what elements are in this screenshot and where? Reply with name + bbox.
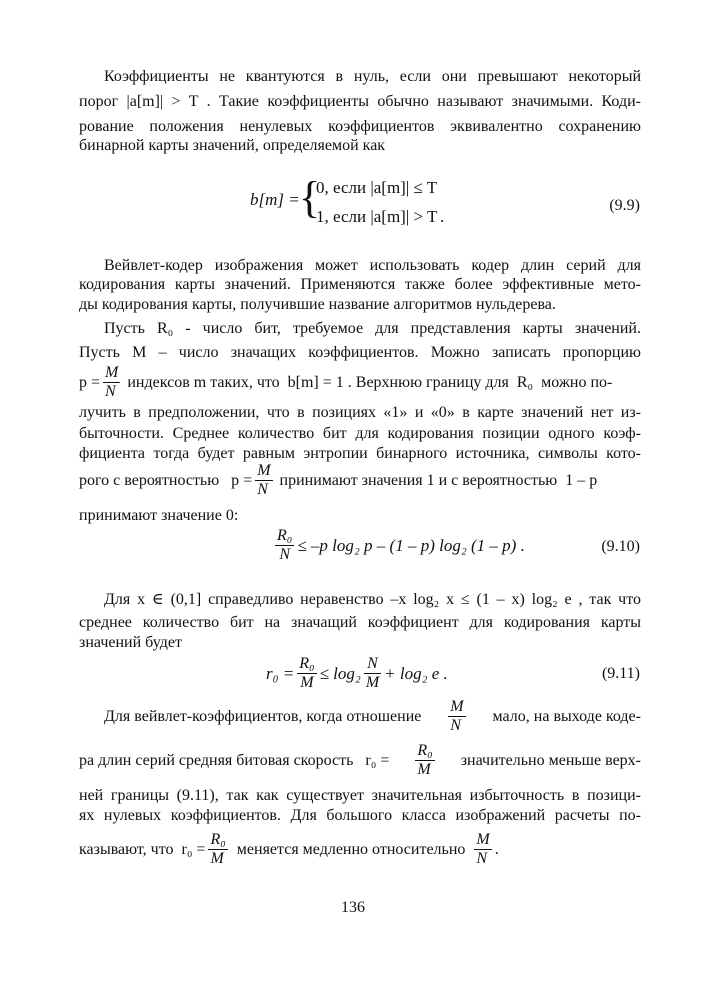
equation-9-10 — [272, 527, 525, 564]
fraction — [415, 742, 434, 779]
fraction-numerator: N — [364, 655, 381, 674]
fraction-numerator: R₀ — [417, 742, 433, 759]
fraction-numerator: M — [105, 364, 119, 381]
inline-text: ра длин серий средняя битовая скорость r₀ = — [79, 751, 390, 769]
text-line: ней границы (9.11), так как существует значительная избыточность в позици- — [79, 787, 641, 804]
text-line-with-fraction — [104, 698, 641, 735]
text-line-with-fraction — [79, 831, 641, 868]
text-line: среднее количество бит на значащий коэффициент для кодирования карты — [79, 614, 641, 631]
eq-tail: + log₂ e . — [384, 663, 448, 683]
text-line: ях нулевых коэффициентов. Для большого класса изображений расчеты по- — [79, 807, 641, 824]
inline-text: . — [494, 840, 499, 858]
eq-lhs: b[m] = — [250, 190, 300, 209]
fraction — [297, 655, 316, 692]
inline-text: казывают, что r₀ = — [79, 840, 206, 858]
text-line: значений будет — [79, 634, 182, 651]
eq-mid: ≤ log₂ — [319, 663, 361, 683]
inline-text: принимают значения 1 и с вероятностью 1 – p — [275, 471, 598, 489]
fraction-numerator: R₀ — [277, 527, 293, 544]
text-line: Вейвлет-кодер изображения может использовать кодер длин серий для — [104, 257, 641, 274]
fraction-denominator: N — [476, 850, 488, 867]
fraction — [448, 698, 465, 735]
text-line-with-fraction — [79, 364, 641, 401]
text-line: Пусть R₀ - число бит, требуемое для представления карты значений. — [104, 320, 641, 337]
equation-number: (9.10) — [601, 538, 640, 555]
eq-case-1: 0, если |a[m]| ≤ T — [316, 178, 438, 197]
fraction-denominator: N — [450, 717, 461, 734]
inline-text: мало, на выходе коде- — [492, 707, 641, 725]
text-line: ды кодирования карты, получившие название алгоритмов нульдерева. — [79, 296, 556, 313]
text-line-with-fraction — [79, 462, 641, 499]
equation-9-11 — [266, 655, 448, 692]
fraction-numerator: M — [476, 831, 490, 848]
fraction-denominator: N — [279, 546, 290, 563]
fraction-denominator: M — [417, 761, 431, 778]
text-line: Пусть M – число значащих коэффициентов. Можно записать пропорцию — [79, 344, 641, 361]
eq-period: . — [440, 207, 445, 226]
fraction-denominator: N — [257, 481, 268, 498]
fraction-numerator: R₀ — [299, 655, 315, 672]
text-line: фициента тогда будет равным энтропии бинарного источника, символы кото- — [79, 445, 641, 462]
text-line: лучить в предположении, что в позициях «1» и «0» в карте значений нет из- — [79, 404, 641, 421]
text-line: Коэффициенты не квантуются в нуль, если они превышают некоторый — [104, 68, 641, 85]
inline-text: меняется медленно относительно — [236, 840, 466, 858]
fraction — [275, 527, 294, 564]
text-line: порог |a[m]| > T . Такие коэффициенты обычно называют значимыми. Коди- — [79, 93, 641, 110]
equation-number: (9.11) — [601, 665, 640, 682]
inline-text: Для вейвлет-коэффициентов, когда отношение — [104, 707, 422, 725]
inline-math: p = — [79, 373, 101, 391]
fraction-numerator: R₀ — [210, 831, 226, 848]
text-line: кодирования карты значений. Применяются также более эффективные мето- — [79, 276, 641, 293]
text-line-with-fraction — [79, 742, 641, 779]
text-line: быточности. Среднее количество бит для кодирования позиции одного коэф- — [79, 425, 641, 442]
fraction-denominator: N — [105, 383, 116, 400]
inline-text: индексов m таких, что b[m] = 1 . Верхнюю границу для R₀ можно по- — [123, 373, 613, 391]
fraction — [208, 831, 227, 868]
fraction — [103, 364, 120, 401]
fraction-denominator: M — [300, 674, 314, 691]
equation-number: (9.9) — [609, 197, 640, 214]
eq-lhs: r₀ = — [266, 663, 295, 683]
text-line: принимают значение 0: — [79, 507, 239, 524]
fraction-denominator: M — [365, 674, 380, 691]
fraction-numerator: M — [450, 698, 464, 715]
text-line: Для x ∈ (0,1] справедливо неравенство –x log₂ x ≤ (1 – x) log₂ e , так что — [104, 591, 641, 608]
inline-text: значительно меньше верх- — [460, 751, 641, 769]
fraction — [255, 462, 272, 499]
inline-math: рого с вероятностью p = — [79, 471, 253, 489]
fraction — [364, 655, 381, 692]
fraction — [474, 831, 491, 868]
text-line: рование положения ненулевых коэффициентов эквивалентно сохранению — [79, 118, 641, 135]
equation-9-9 — [250, 190, 300, 210]
brace-glyph: { — [299, 173, 321, 222]
fraction-numerator: M — [257, 462, 271, 479]
text-line: бинарной карты значений, определяемой как — [79, 137, 386, 154]
eq-case-2: 1, если |a[m]| > T — [316, 207, 438, 226]
page-number: 136 — [341, 899, 365, 916]
eq-rhs: ≤ –p log₂ p – (1 – p) log₂ (1 – p) . — [297, 535, 525, 555]
fraction-denominator: M — [210, 850, 224, 867]
